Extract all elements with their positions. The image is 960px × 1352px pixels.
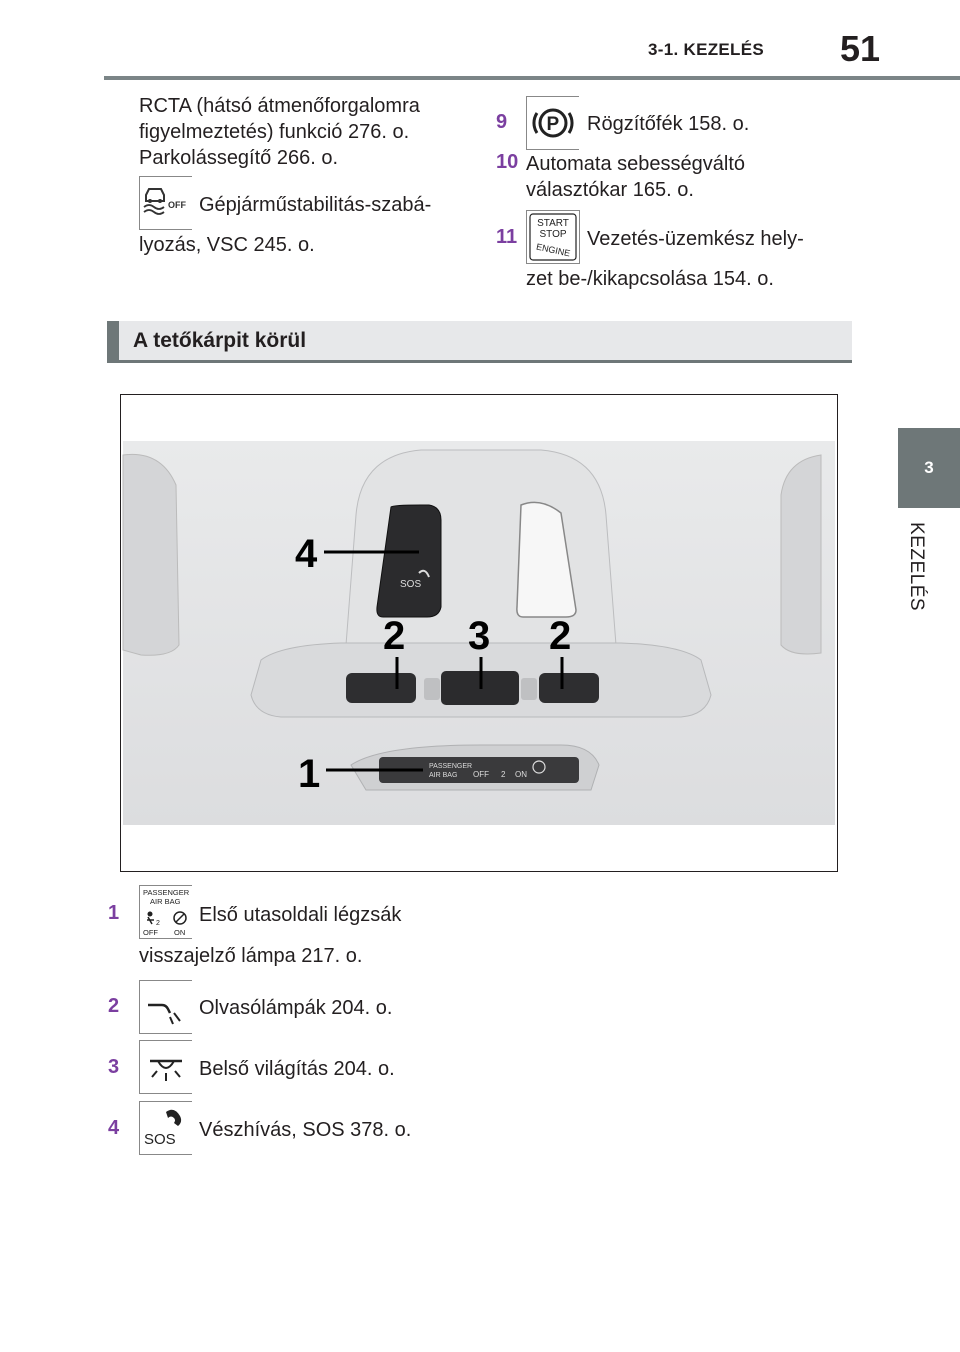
- section-header: 3-1. KEZELÉS: [648, 40, 765, 59]
- overhead-console-figure: [120, 394, 838, 872]
- airbag-icon-on: ON: [174, 928, 186, 937]
- legend-1-line2: visszajelző lámpa 217. o.: [139, 945, 363, 967]
- chapter-label: KEZELÉS: [906, 522, 927, 612]
- svg-text:P: P: [546, 114, 560, 135]
- airbag-icon-off: OFF: [143, 928, 158, 937]
- fig-two-label: 2: [501, 770, 506, 779]
- sos-call-icon: [139, 1101, 192, 1155]
- legend-2-number: 2: [108, 995, 120, 1017]
- airbag-icon-l2: AIR BAG: [150, 897, 181, 906]
- rcta-line2: figyelmeztetés) funkció 276. o.: [139, 121, 410, 143]
- interior-light-icon: [139, 1040, 192, 1094]
- item-11-line2: zet be-/kikapcsolása 154. o.: [526, 268, 774, 290]
- airbag-icon-l1: PASSENGER: [143, 888, 190, 897]
- legend-3-text: Belső világítás 204. o.: [199, 1058, 395, 1080]
- item-9-text: Rögzítőfék 158. o.: [587, 113, 750, 135]
- vsc-icon-text: OFF: [168, 200, 186, 210]
- fig-off-label: OFF: [473, 770, 489, 779]
- parking-assist-text: Parkolássegítő 266. o.: [139, 147, 339, 169]
- callout-3: 3: [468, 614, 491, 658]
- legend-1-number: 1: [108, 902, 120, 924]
- fig-airbag-label2: AIR BAG: [429, 772, 458, 779]
- legend-4-number: 4: [108, 1117, 120, 1139]
- rcta-line1: RCTA (hátsó átmenőforgalomra: [139, 95, 420, 117]
- callout-4: 4: [295, 532, 318, 576]
- item-11-line1: Vezetés-üzemkész hely-: [587, 228, 804, 250]
- item-11-number: 11: [496, 226, 518, 248]
- item-10-line2: választókar 165. o.: [526, 179, 694, 201]
- item-10-line1: Automata sebességváltó: [526, 153, 746, 175]
- fig-on-label: ON: [515, 770, 527, 779]
- vsc-line2: lyozás, VSC 245. o.: [139, 234, 315, 256]
- start-icon-l1: START: [537, 218, 569, 229]
- section-heading-bar: [107, 321, 852, 363]
- section-title: A tetőkárpit körül: [133, 329, 307, 352]
- legend-3-number: 3: [108, 1056, 120, 1078]
- vsc-line1: Gépjárműstabilitás-szabá-: [199, 194, 432, 216]
- parking-brake-icon: [526, 96, 579, 150]
- header-rule: [104, 76, 960, 80]
- callout-1: 1: [298, 752, 321, 796]
- start-stop-icon: [526, 210, 580, 264]
- callout-2a: 2: [383, 614, 406, 658]
- item-10-number: 10: [496, 151, 519, 173]
- start-icon-l3: ENGINE: [535, 241, 572, 259]
- vsc-off-icon: [139, 176, 192, 230]
- passenger-airbag-icon: [139, 885, 192, 939]
- reading-light-icon: [139, 980, 192, 1034]
- page-number: 51: [840, 28, 881, 69]
- sos-label: SOS: [400, 579, 422, 590]
- sos-icon-text: SOS: [144, 1131, 176, 1148]
- item-9-number: 9: [496, 111, 508, 133]
- legend-4-text: Vészhívás, SOS 378. o.: [199, 1119, 412, 1141]
- overhead-console-illustration: [121, 395, 837, 871]
- legend-2-text: Olvasólámpák 204. o.: [199, 997, 393, 1019]
- airbag-icon-two: 2: [156, 920, 160, 927]
- fig-airbag-label1: PASSENGER: [429, 763, 473, 770]
- callout-2b: 2: [549, 614, 572, 658]
- start-icon-l2: STOP: [539, 229, 567, 240]
- legend-1-line1: Első utasoldali légzsák: [199, 904, 402, 926]
- chapter-tab: 3: [898, 428, 960, 508]
